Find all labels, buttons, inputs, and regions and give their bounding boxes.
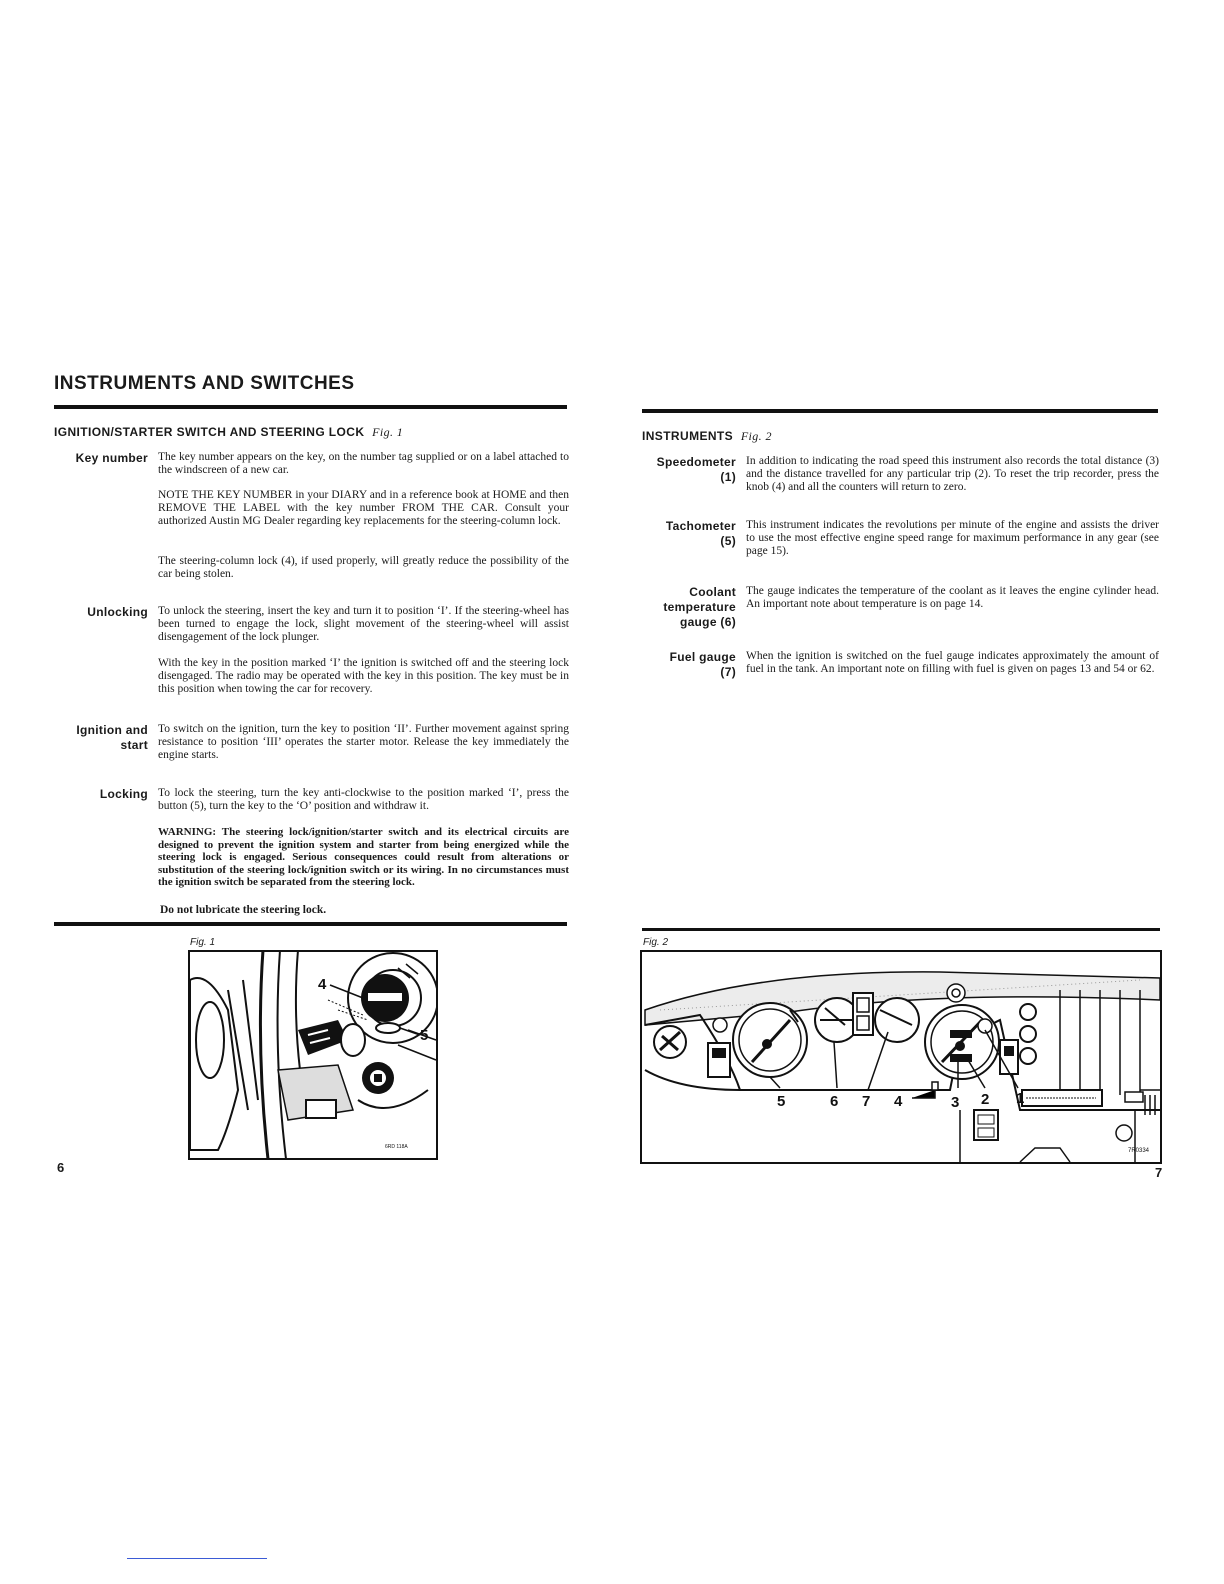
figure-1-rule xyxy=(54,922,567,926)
warning-paragraph: WARNING: The steering lock/ignition/starter switch and its electrical circuits are designed to prevent the ignition system and starter from being energized while the steering lock is engaged. Serious consequences could result from alterations or substitution of the steering lock/ignition switch or its wiring. In no circumstances must the ignition switch be separated from the steering lock. xyxy=(158,826,569,889)
side-label-tachometer: Tachometer (5) xyxy=(665,519,736,548)
page-title: INSTRUMENTS AND SWITCHES xyxy=(54,373,355,394)
fuel-gauge-paragraph: When the ignition is switched on the fuel gauge indicates approximately the amount of fuel in the tank. An important note on filling with fuel is given on pages 13 and 54 or 62. xyxy=(746,650,1159,675)
figure-2-callout-5: 5 xyxy=(777,1093,786,1110)
instruments-top-rule xyxy=(642,409,1158,413)
speedometer-paragraph: In addition to indicating the road speed this instrument also records the total distance (3) and the distance travelled for any particular trip (2). To reset the trip recorder, press the knob (4) and all the counters will return to zero. xyxy=(746,455,1159,493)
tachometer-paragraph: This instrument indicates the revolutions per minute of the engine and assists the driver to use the most effective engine speed range for maximum performance in any gear (see page 15). xyxy=(746,519,1159,557)
key-number-paragraph-2: NOTE THE KEY NUMBER in your DIARY and in a reference book at HOME and then REMOVE THE LABEL with the key number FROM THE CAR. Consult your authorized Austin MG Dealer regarding key replacements for the steering-column lock. xyxy=(158,489,569,527)
figure-2-callout-2: 2 xyxy=(981,1091,990,1108)
figure-1-code: 6RD 118A xyxy=(385,1144,408,1150)
figure-2-callout-6: 6 xyxy=(830,1093,839,1110)
locking-paragraph-1: To lock the steering, turn the key anti-clockwise to the position marked ‘I’, press the button (5), turn the key to the ‘O’ position and withdraw it. xyxy=(158,787,569,812)
key-number-paragraph-1: The key number appears on the key, on the number tag supplied or on a label attached to the windscreen of a new car. xyxy=(158,451,569,476)
side-label-key-number: Key number xyxy=(75,451,148,465)
side-label-unlocking: Unlocking xyxy=(87,605,148,619)
side-label-coolant: Coolant temperature gauge (6) xyxy=(663,585,736,629)
page-number-left: 6 xyxy=(57,1160,65,1175)
footer-link-underline xyxy=(127,1558,267,1559)
coolant-paragraph: The gauge indicates the temperature of the coolant as it leaves the engine cylinder head. An important note about temperature is on page 14. xyxy=(746,585,1159,610)
unlocking-paragraph-2: With the key in the position marked ‘I’ the ignition is switched off and the steering lock disengaged. The radio may be operated with the key in this position. The key must be in this position when towing the car for recovery. xyxy=(158,657,569,695)
figure-2-callout-1: 1 xyxy=(1016,1090,1025,1107)
unlocking-paragraph-1: To unlock the steering, insert the key and turn it to position ‘I’. If the steering-wheel has been turned to engage the lock, slight movement of the steering-wheel will assist disengagement of the lock plunger. xyxy=(158,605,569,643)
figure-2-code: 7R0334 xyxy=(1128,1148,1150,1154)
instruments-fig-ref: Fig. 2 xyxy=(740,429,772,443)
key-number-paragraph-3: The steering-column lock (4), if used properly, will greatly reduce the possibility of the car being stolen. xyxy=(158,555,569,580)
side-label-ignition: Ignition and start xyxy=(76,723,148,752)
instruments-heading-text: INSTRUMENTS xyxy=(642,429,734,443)
section-fig-ref: Fig. 1 xyxy=(372,425,404,439)
figure-1-caption: Fig. 1 xyxy=(190,937,216,948)
page-number-right: 7 xyxy=(1155,1165,1163,1180)
side-label-speedometer: Speedometer (1) xyxy=(656,455,736,484)
figure-1-callout-5: 5 xyxy=(420,1027,429,1044)
side-label-locking: Locking xyxy=(99,787,148,801)
figure-2-caption: Fig. 2 xyxy=(643,937,669,948)
figure-2-dashboard-illustration xyxy=(640,950,1162,1165)
figure-2-callout-4: 4 xyxy=(894,1093,903,1110)
figure-2-callout-7: 7 xyxy=(862,1093,871,1110)
figure-1-ignition-illustration xyxy=(188,950,438,1160)
figure-2-callout-3: 3 xyxy=(951,1094,960,1111)
ignition-paragraph-1: To switch on the ignition, turn the key to position ‘II’. Further movement against spring resistance to position ‘III’ operates the starter motor. Release the key immediately the engine starts. xyxy=(158,723,569,761)
side-label-fuel-gauge: Fuel gauge (7) xyxy=(669,650,736,679)
figure-1-callout-4: 4 xyxy=(318,976,327,993)
lubricate-note: Do not lubricate the steering lock. xyxy=(160,904,327,916)
section-heading-instruments xyxy=(642,429,772,444)
section-heading-ignition xyxy=(54,425,403,440)
section-heading-text: IGNITION/STARTER SWITCH AND STEERING LOCK xyxy=(54,425,365,439)
title-rule xyxy=(54,405,567,409)
figure-2-rule xyxy=(642,928,1160,931)
